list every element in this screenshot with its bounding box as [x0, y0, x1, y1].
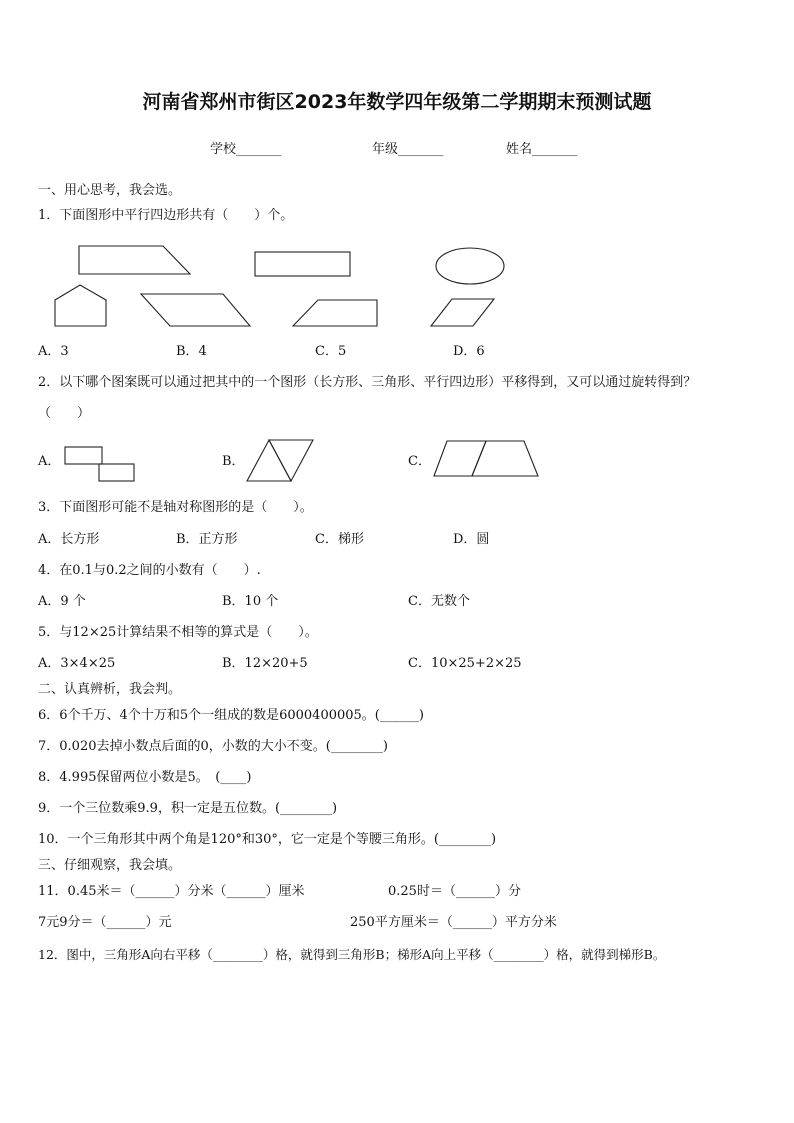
question-11-a: 11．0.45米＝（______）分米（______）厘米: [38, 884, 305, 899]
q2-figure-a: [62, 444, 142, 484]
q2-option-c: C．: [408, 454, 431, 469]
question-10: 10．一个三角形其中两个角是120°和30°，它一定是个等腰三角形。(________): [38, 832, 497, 847]
q1-figures: [0, 236, 794, 336]
question-4: 4．在0.1与0.2之间的小数有（ ）.: [38, 563, 261, 578]
q1-option-d: D．6: [453, 344, 485, 359]
section-3-heading: 三、仔细观察，我会填。: [38, 858, 182, 873]
question-11-b: 0.25时＝（______）分: [388, 884, 521, 899]
q3-option-b: B．正方形: [176, 532, 238, 547]
q5-option-b: B．12×20+5: [222, 656, 308, 671]
page-title: 河南省郑州市街区2023年数学四年级第二学期期末预测试题: [142, 91, 652, 113]
question-1: 1．下面图形中平行四边形共有（ ）个。: [38, 208, 294, 223]
question-2-paren: （ ）: [38, 406, 91, 421]
question-11-d: 250平方厘米＝（______）平方分米: [350, 915, 557, 930]
question-7: 7．0.020去掉小数点后面的0，小数的大小不变。(________): [38, 739, 388, 754]
q1-parallelogram-1: [141, 294, 250, 326]
question-9: 9．一个三位数乘9.9，积一定是五位数。(________): [38, 801, 338, 816]
q1-right-trapezoid: [79, 246, 190, 274]
question-6: 6．6个千万、4个十万和5个一组成的数是6000400005。(______): [38, 708, 424, 723]
q2-figure-b: [244, 438, 324, 484]
q3-option-a: A．长方形: [38, 532, 100, 547]
q5-option-a: A．3×4×25: [38, 656, 116, 671]
q4-option-b: B．10 个: [222, 594, 279, 609]
question-8: 8．4.995保留两位小数是5。 (____): [38, 770, 252, 785]
q2-figure-c: [432, 438, 542, 480]
q4-option-a: A．9 个: [38, 594, 86, 609]
name-field: 姓名_______: [506, 142, 578, 157]
question-12: 12．图中，三角形A向右平移（________）格，就得到三角形B；梯形A向上平移（________）格，就得到梯形B。: [38, 947, 666, 962]
q1-option-a: A．3: [38, 344, 69, 359]
q1-rectangle: [255, 252, 350, 276]
section-1-heading: 一、用心思考，我会选。: [38, 183, 182, 198]
q1-ellipse: [436, 248, 504, 284]
q1-option-c: C．5: [315, 344, 347, 359]
q3-option-d: D．圆: [453, 532, 490, 547]
question-3: 3．下面图形可能不是轴对称图形的是（ ）。: [38, 500, 313, 515]
q1-parallelogram-2: [431, 299, 494, 326]
q3-option-c: C．梯形: [315, 532, 364, 547]
section-2-heading: 二、认真辨析，我会判。: [38, 682, 182, 697]
grade-field: 年级_______: [372, 142, 444, 157]
q2-option-a: A．: [38, 454, 61, 469]
q4-option-c: C．无数个: [408, 594, 470, 609]
school-field: 学校_______: [210, 142, 282, 157]
q5-option-c: C．10×25+2×25: [408, 656, 522, 671]
q1-pentagon: [55, 285, 106, 326]
q1-option-b: B．4: [176, 344, 207, 359]
q2-option-b: B．: [222, 454, 245, 469]
question-2: 2．以下哪个图案既可以通过把其中的一个图形（长方形、三角形、平行四边形）平移得到，又可以通过旋转得到？: [38, 375, 697, 390]
q1-trapezoid: [293, 300, 377, 326]
question-11-c: 7元9分＝（______）元: [38, 915, 172, 930]
question-5: 5．与12×25计算结果不相等的算式是（ ）。: [38, 625, 318, 640]
